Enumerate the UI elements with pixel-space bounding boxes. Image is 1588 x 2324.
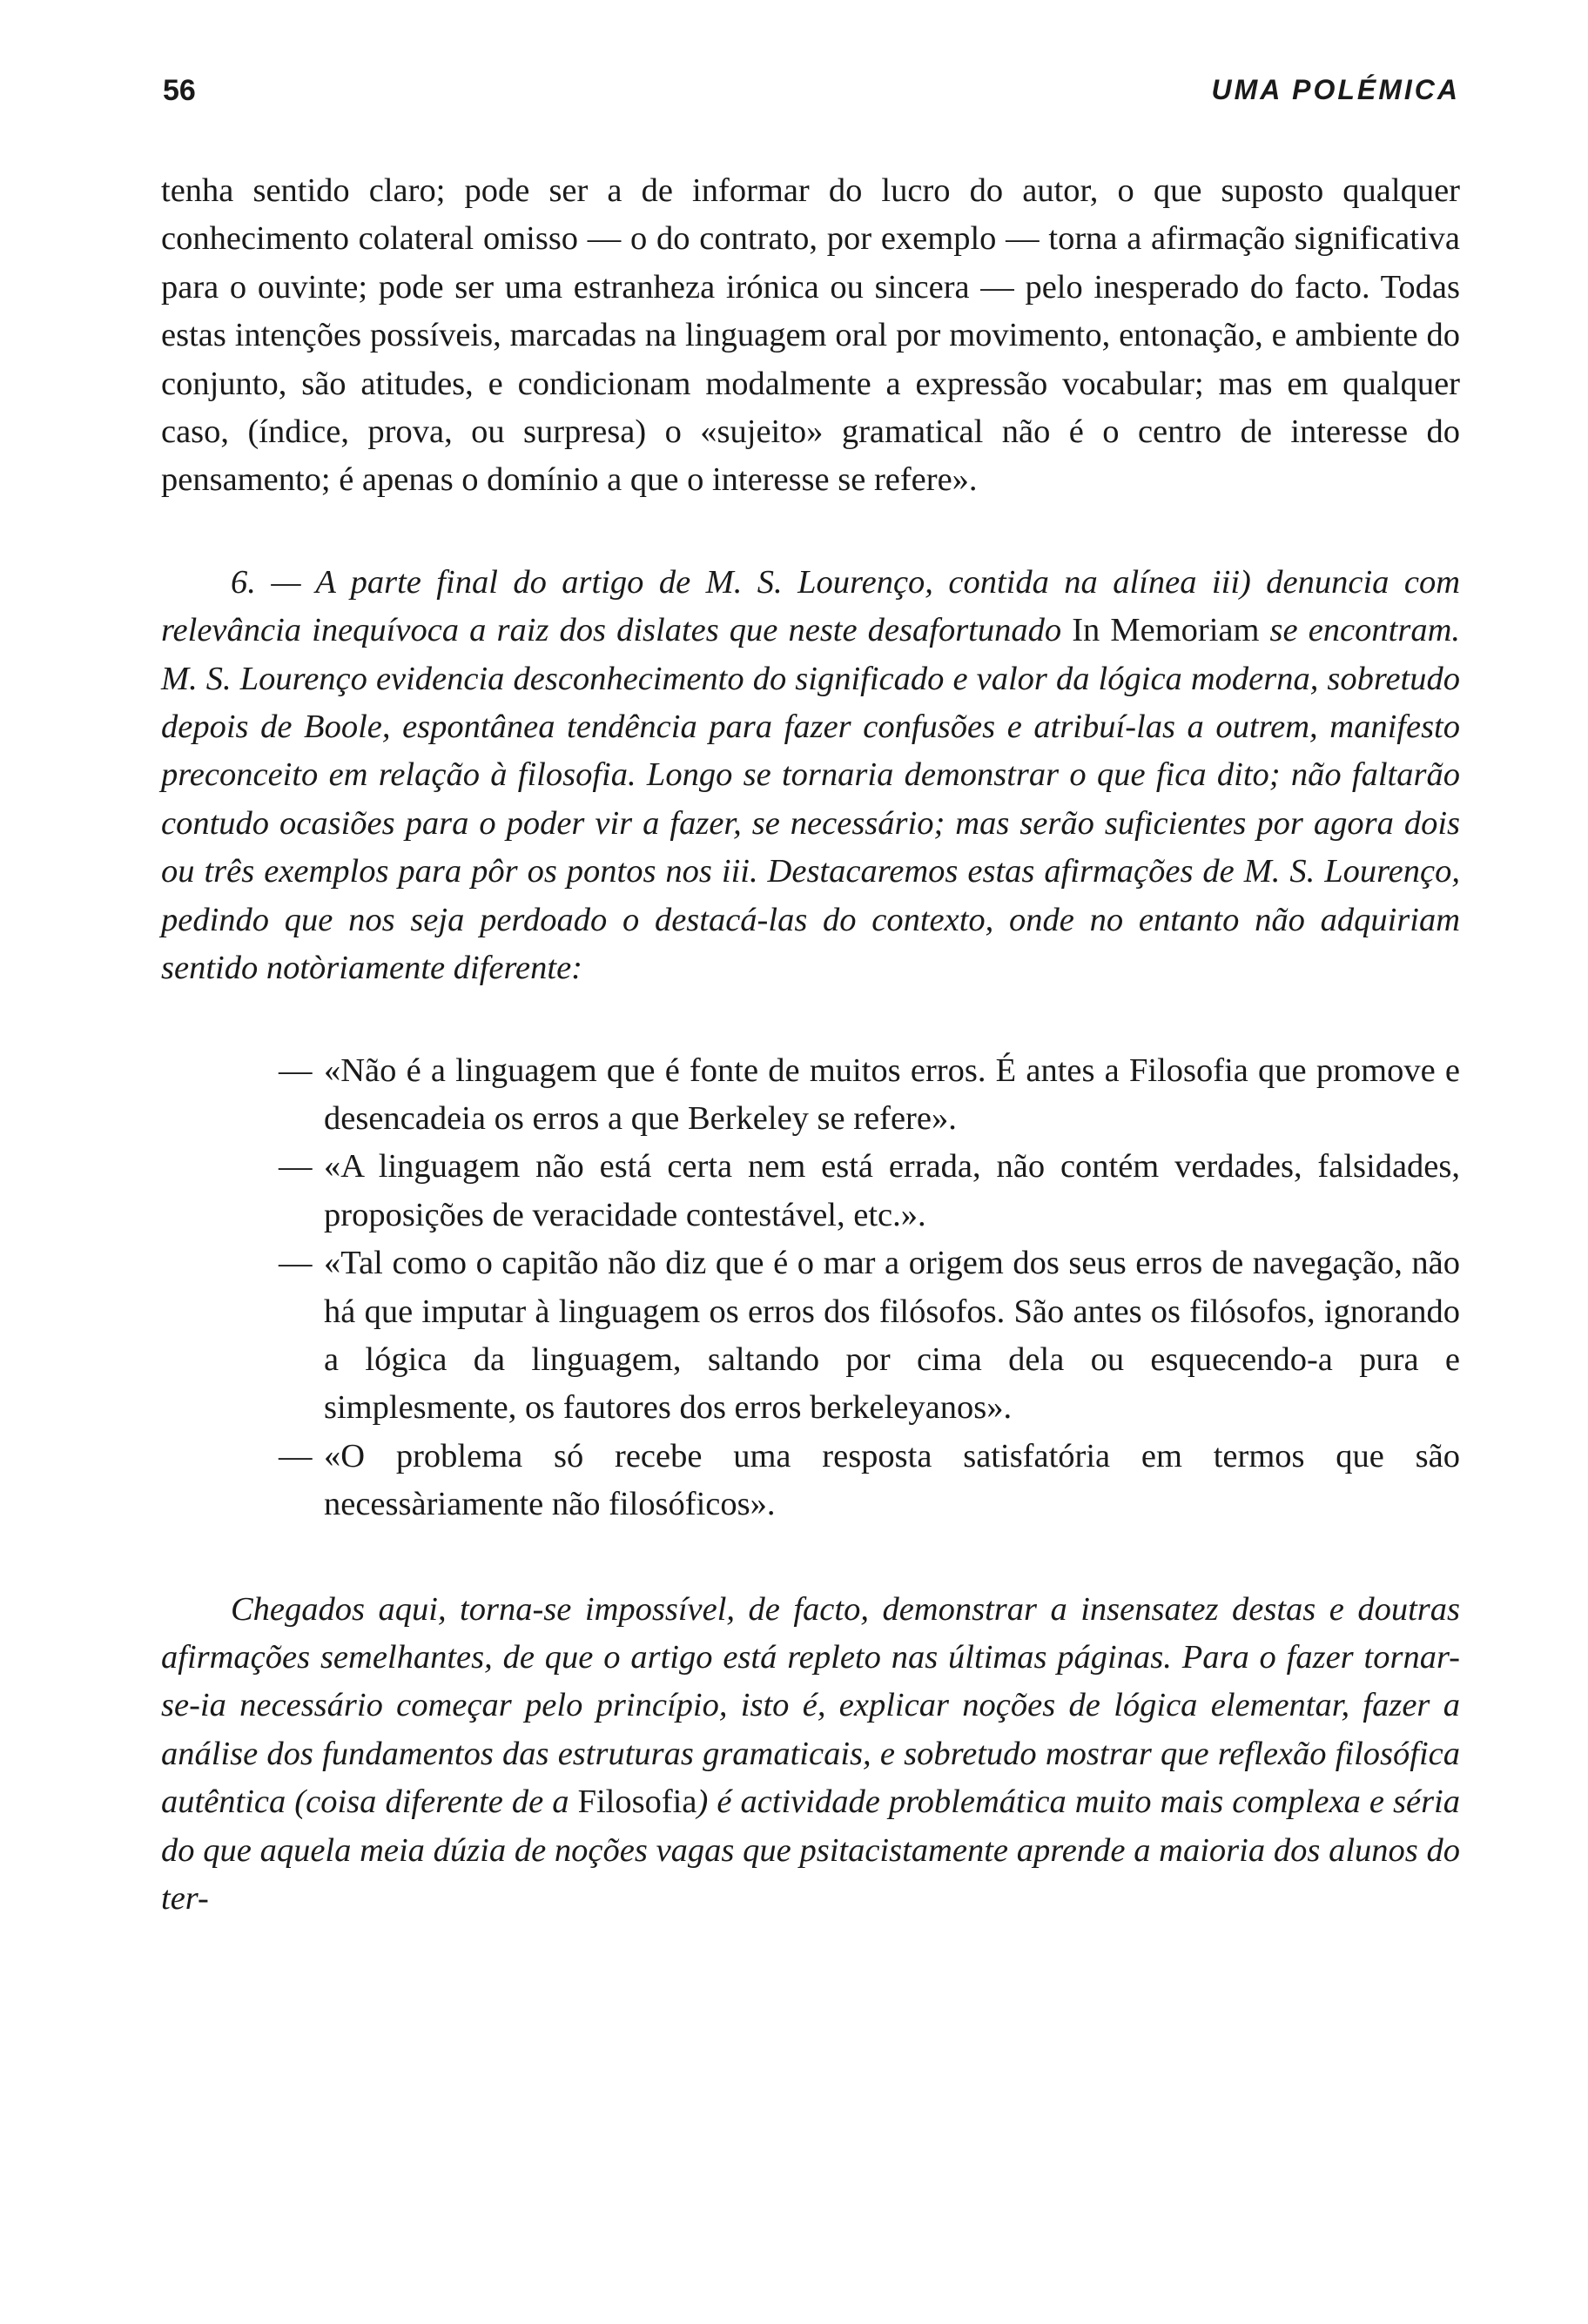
quote-item <box>279 1239 1460 1433</box>
paragraph-section-6 <box>161 559 1460 993</box>
paragraph-6-text-b: se encontram. M. S. Lourenço evidencia desconhecimento do significado e valor da lógica moderna, sobretudo depois de Boole, espontânea tendência para fazer confusões e atribuí-las a outrem, manifesto preconceito em relação à filosofia. Longo se tornaria demonstrar o que fica dito; não faltarão contudo ocasiões para o poder vir a fazer, se necessário; mas serão suficientes por agora dois ou três exemplos para pôr os pontos nos iii. Destacaremos estas afirmações de M. S. Lourenço, pedindo que nos seja perdoado o destacá-las do contexto, onde no entanto não adquiriam sentido notòriamente diferente: <box>161 612 1460 987</box>
running-title: UMA POLÉMICA <box>1211 74 1460 105</box>
paragraph-6-text-a: 6. — A parte final do artigo de M. S. Lourenço, contida na alínea iii) denuncia com relevância inequívoca a raiz dos dislates que neste desafortunado <box>161 563 1460 649</box>
quote-dash: — <box>279 1437 313 1474</box>
quote-item <box>279 1433 1460 1529</box>
quoted-statements <box>161 1047 1460 1529</box>
page-header <box>163 74 1460 118</box>
quote-text: «A linguagem não está certa nem está errada, não contém verdades, falsidades, proposições de veracidade contestável, etc.». <box>324 1148 1460 1233</box>
quote-dash: — <box>279 1148 313 1186</box>
quote-text: «Tal como o capitão não diz que é o mar a origem dos seus erros de navegação, não há que imputar à linguagem os erros dos filósofos. São antes os filósofos, ignorando a lógica da linguagem, saltando por cima dela ou esquecendo-a pura e simplesmente, os fautores dos erros berkeleyanos». <box>324 1245 1460 1427</box>
quote-text: «O problema só recebe uma resposta satisfatória em termos que são necessàriamente não filosóficos». <box>324 1437 1460 1523</box>
paragraph-continuation: tenha sentido claro; pode ser a de informar do lucro do autor, o que suposto qualquer conhecimento colateral omisso — o do contrato, por exemplo — torna a afirmação significativa para o ouvinte; pode ser uma estranheza irónica ou sincera — pelo inesperado do facto. Todas estas intenções possíveis, marcadas na linguagem oral por movimento, entonação, e ambiente do conjunto, são atitudes, e condicionam modalmente a expressão vocabular; mas em qualquer caso, (índice, prova, ou surpresa) o «sujeito» gramatical não é o centro de interesse do pensamento; é apenas o domínio a que o interesse se refere». <box>161 172 1460 499</box>
quote-dash: — <box>279 1051 313 1089</box>
quote-text: «Não é a linguagem que é fonte de muitos erros. É antes a Filosofia que promove e desencadeia os erros a que Berkeley se refere». <box>324 1051 1460 1137</box>
filosofia-term: Filosofia <box>577 1783 697 1821</box>
quote-dash: — <box>279 1245 313 1282</box>
paragraph-final-text-b: ) é actividade problemática muito mais complexa e séria do que aquela meia dúzia de noções vagas que psitacistamente aprende a maioria dos alunos do ter- <box>161 1783 1460 1917</box>
in-memoriam-title: In Memoriam <box>1072 612 1260 649</box>
paragraph-conclusion <box>161 1586 1460 1924</box>
page-number: 56 <box>163 74 196 107</box>
quote-item <box>279 1143 1460 1239</box>
quote-item <box>279 1047 1460 1144</box>
page-body <box>161 167 1460 1923</box>
paragraph-final-text-a: Chegados aqui, torna-se impossível, de facto, demonstrar a insensatez destas e doutras afirmações semelhantes, de que o artigo está repleto nas últimas páginas. Para o fazer tornar-se-ia necessário começar pelo princípio, isto é, explicar noções de lógica elementar, fazer a análise dos fundamentos das estruturas gramaticais, e sobretudo mostrar que reflexão filosófica autêntica (coisa diferente de a <box>161 1590 1460 1821</box>
